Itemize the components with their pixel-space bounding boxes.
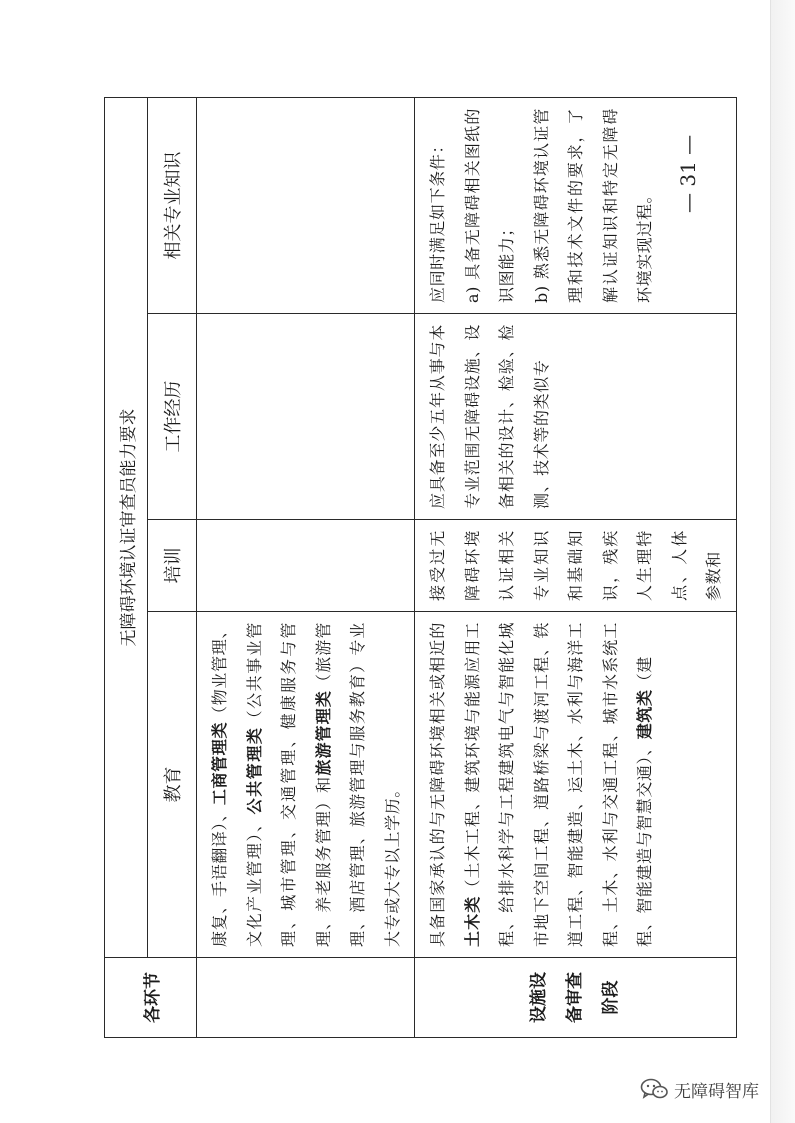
training-header: 培训 [148, 520, 197, 612]
watermark-text: 无障碍智库 [674, 1081, 759, 1102]
row2-section [415, 958, 737, 1038]
page-edge [770, 0, 795, 1123]
table-title: 无障碍环境认证审查员能力要求 [105, 98, 148, 958]
requirements-sheet [104, 98, 723, 1038]
education-header: 教育 [148, 612, 197, 958]
row2-work-experience: 应具备至少五年从事与本专业范围无障碍设施、设备相关的设计、检验、检测、技术等的类似专 [415, 314, 737, 520]
knowledge-line: a) 具备无障碍相关图纸的识图能力； [462, 108, 516, 303]
requirements-table [104, 97, 737, 1038]
page-number [633, 134, 743, 213]
page-number-text: — 31 — [676, 134, 700, 213]
work-experience-header: 工作经历 [148, 314, 197, 520]
row1-training [197, 520, 415, 612]
wechat-icon [640, 1078, 668, 1100]
row2-section-line: 阶段 [601, 980, 622, 1015]
row1-knowledge [197, 98, 415, 314]
row1-work-experience [197, 314, 415, 520]
row2-section-line: 设施设 [529, 972, 550, 1023]
section-header: 各环节 [105, 958, 197, 1038]
knowledge-line: b) 熟悉无障碍环境认证管理和技术文件的要求，了解认证知识和特定无障碍环境实现过程。 [531, 108, 654, 303]
row2-section-line: 备审查 [565, 972, 586, 1023]
knowledge-line: 应同时满足如下条件： [428, 136, 447, 303]
row1-education: 康复、手语翻译）、工商管理类（物业管理、文化产业管理）、公共管理类（公共事业管理、城市管理、交通管理、健康服务与管理、养老服务管理）和旅游管理类（旅游管理、酒店管理、旅游管理与服务教育）专业大专或大专以上学历。 [197, 612, 415, 958]
row1-section [197, 958, 415, 1038]
row2-training: 接受过无障碍环境认证相关专业知识和基础知识，残疾人生理特点、人体参数和 [415, 520, 737, 612]
row2-education: 具备国家承认的与无障碍环境相关或相近的 土木类（土木工程、建筑环境与能源应用工程、给排水科学与工程建筑电气与智能化城市地下空间工程、道路桥梁与渡河工程、铁道工程、智能建造、运土木、水利与海洋工程、土木、水利与交通工程、城市水系统工程、智能建造与智慧交通）、建筑类（建 [415, 612, 737, 958]
knowledge-header: 相关专业知识 [148, 98, 197, 314]
rotated-table-frame [104, 98, 723, 1038]
watermark [640, 1074, 759, 1104]
